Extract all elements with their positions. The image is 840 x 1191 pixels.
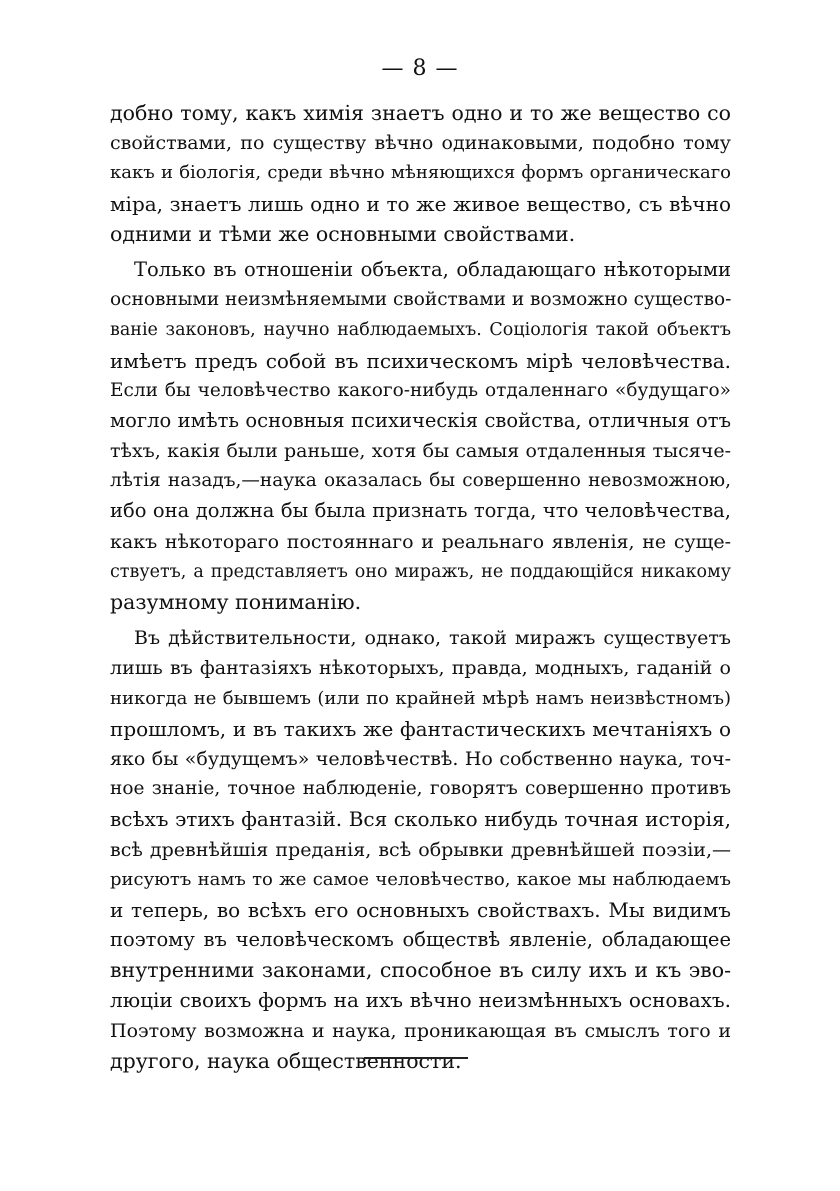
text-line: имѣетъ предъ собой въ психическомъ мірѣ человѣчества. [110,348,731,373]
paragraph-reality-of-mirage [110,623,731,1076]
text-line: Въ дѣйствительности, однако, такой миражъ существуетъ [134,627,731,650]
text-line: Если бы человѣчество какого-нибудь отдаленнаго «будущаго» [110,379,731,401]
text-line: основными неизмѣняемыми свойствами и возможно существо- [110,289,732,311]
text-line: поэтому въ человѣческомъ обществѣ явленіе, обладающее [110,928,731,952]
text-line: всѣ древнѣйшія преданія, всѣ обрывки древнѣйшей поэзіи,— [110,838,731,861]
text-line: другого, наука общественности. [110,1048,462,1073]
text-line: лѣтія назадъ,—наука оказалась бы совершенно невозможною, [110,470,731,492]
text-line: тѣхъ, какія были раньше, хотя бы самыя отдаленныя тысяче- [110,440,731,463]
page-number: — 8 — [381,56,459,81]
text-line: свойствами, по существу вѣчно одинаковыми, подобно тому [110,132,731,155]
text-line: люціи своихъ формъ на ихъ вѣчно неизмѣнныхъ основахъ. [110,988,731,1013]
text-line: могло имѣть основныя психическія свойства, отличныя отъ [110,408,731,432]
text-line: ваніе законовъ, научно наблюдаемыхъ. Соціологія такой объектъ [110,320,731,341]
text-line: Поэтому возможна и наука, проникающая въ смыслъ того и [110,1019,731,1042]
text-line: всѣхъ этихъ фантазій. Вся сколько нибудь точная исторія, [110,807,731,832]
text-line: внутренними законами, способное въ силу ихъ и къ эво- [110,958,731,983]
text-line: ибо она должна бы была признать тогда, что человѣчества, [110,499,731,523]
text-line: Только въ отношеніи объекта, обладающаго нѣкоторыми [134,257,731,281]
text-line: яко бы «будущемъ» человѣчествѣ. Но собственно наука, точ- [110,747,731,770]
text-line: и теперь, во всѣхъ его основныхъ свойствахъ. Мы видимъ [110,897,731,922]
text-line: міра, знаетъ лишь одно и то же живое вещество, съ вѣчно [110,191,731,216]
text-line: одними и тѣми же основными свойствами. [110,221,576,246]
paragraph-object-of-sociology [110,255,731,617]
text-line: разумному пониманію. [110,590,362,614]
text-line: добно тому, какъ химія знаетъ одно и то же вещество со [110,101,731,125]
text-line: какъ нѣкотораго постояннаго и реальнаго явленія, не суще- [110,530,731,553]
text-line: ное знаніе, точное наблюденіе, говорятъ совершенно противъ [110,778,731,800]
text-line: прошломъ, и въ такихъ же фантастическихъ мечтаніяхъ о [110,716,731,741]
text-line: какъ и біологія, среди вѣчно мѣняющихся формъ органическаго [110,162,731,184]
text-line: рисуютъ намъ то же самое человѣчество, какое мы наблюдаемъ [110,868,731,890]
text-line: ствуетъ, а представляетъ оно миражъ, не поддающійся никакому [110,561,731,582]
paragraph-continuation [110,98,731,249]
text-line: никогда не бывшемъ (или по крайней мѣрѣ намъ неизвѣстномъ) [110,687,731,709]
text-line: лишь въ фантазіяхъ нѣкоторыхъ, правда, модныхъ, гаданій о [110,657,731,680]
body-text [110,98,731,1082]
section-end-rule [364,1057,468,1059]
